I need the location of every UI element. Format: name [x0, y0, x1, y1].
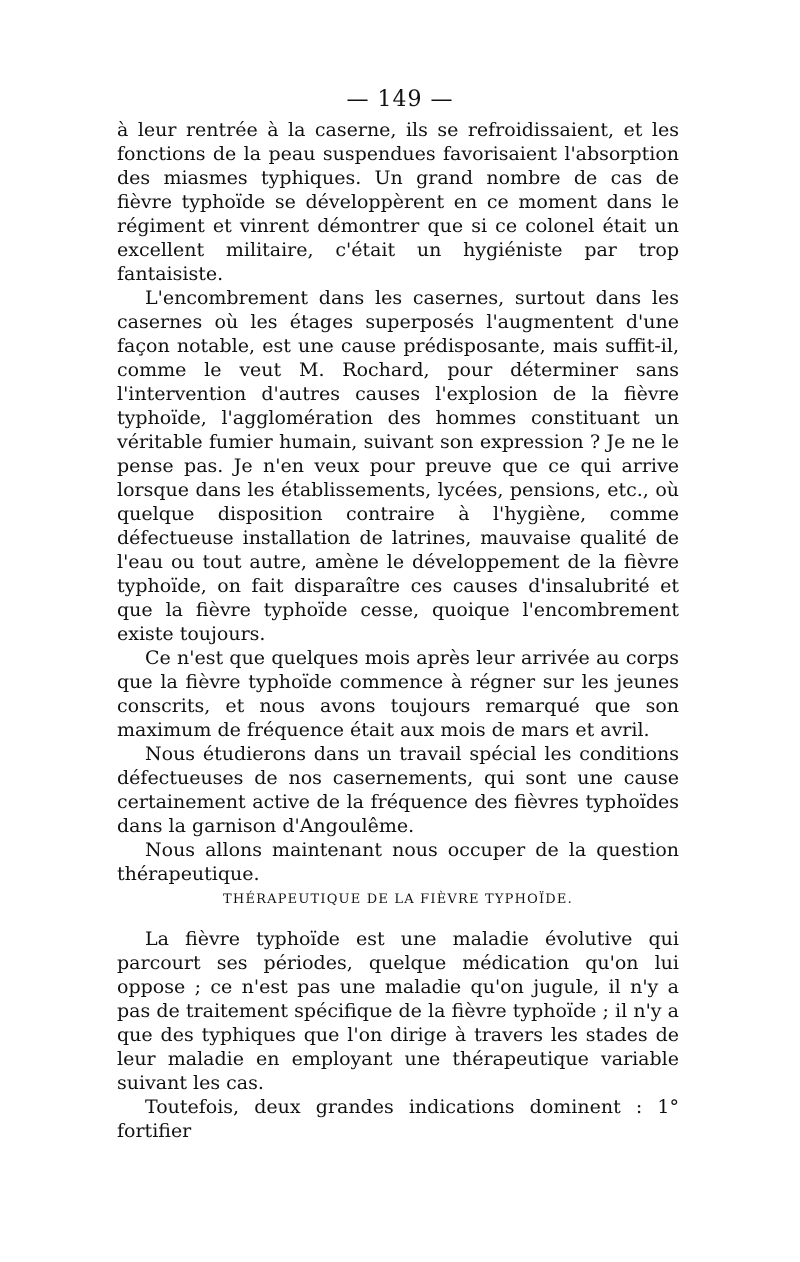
paragraph-casernements: Nous étudierons dans un travail spécial les conditions défectueuses de nos casernements, qui sont une cause certainement active de la fréquence des fièvres typhoïdes dans la garnison d'Angoulême.	[117, 743, 679, 837]
paragraph-continuation: à leur rentrée à la caserne, ils se refroidissaient, et les fonctions de la peau suspendues favorisaient l'absorption des miasmes typhiques. Un grand nombre de cas de fièvre typhoïde se développèrent en ce moment dans le régiment et vinrent démontrer que si ce colonel était un excellent militaire, c'était un hygiéniste par trop fantaisiste.	[117, 119, 679, 285]
section-heading: THÉRAPEUTIQUE DE LA FIÈVRE TYPHOÏDE.	[223, 892, 573, 907]
main-text-block	[117, 118, 679, 886]
paragraph-indications: Toutefois, deux grandes indications dominent : 1° fortifier	[117, 1096, 679, 1142]
section-text-block	[117, 927, 679, 1143]
paragraph-maladie-evolutive: La fièvre typhoïde est une maladie évolutive qui parcourt ses périodes, quelque médication qu'on lui oppose ; ce n'est pas une maladie qu'on jugule, il n'y a pas de traitement spécifique de la fièvre typhoïde ; il n'y a que des typhiques que l'on dirige à travers les stades de leur maladie en employant une thérapeutique variable suivant les cas.	[117, 928, 679, 1094]
paragraph-encombrement: L'encombrement dans les casernes, surtout dans les casernes où les étages superposés l'augmentent d'une façon notable, est une cause prédisposante, mais suffit-il, comme le veut M. Rochard, pour déterminer sans l'intervention d'autres causes l'explosion de la fièvre typhoïde, l'agglomération des hommes constituant un véritable fumier humain, suivant son expression ? Je ne le pense pas. Je n'en veux pour preuve que ce qui arrive lorsque dans les établissements, lycées, pensions, etc., où quelque disposition contraire à l'hygiène, comme défectueuse installation de latrines, mauvaise qualité de l'eau ou tout autre, amène le développement de la fièvre typhoïde, on fait disparaître ces causes d'insalubrité et que la fièvre typhoïde cesse, quoique l'encombrement existe toujours.	[117, 287, 679, 645]
page-number: — 149 —	[346, 87, 454, 112]
paragraph-therapeutique-intro: Nous allons maintenant nous occuper de la question thérapeutique.	[117, 839, 679, 885]
paragraph-conscrits: Ce n'est que quelques mois après leur arrivée au corps que la fièvre typhoïde commence à régner sur les jeunes conscrits, et nous avons toujours remarqué que son maximum de fréquence était aux mois de mars et avril.	[117, 647, 679, 741]
